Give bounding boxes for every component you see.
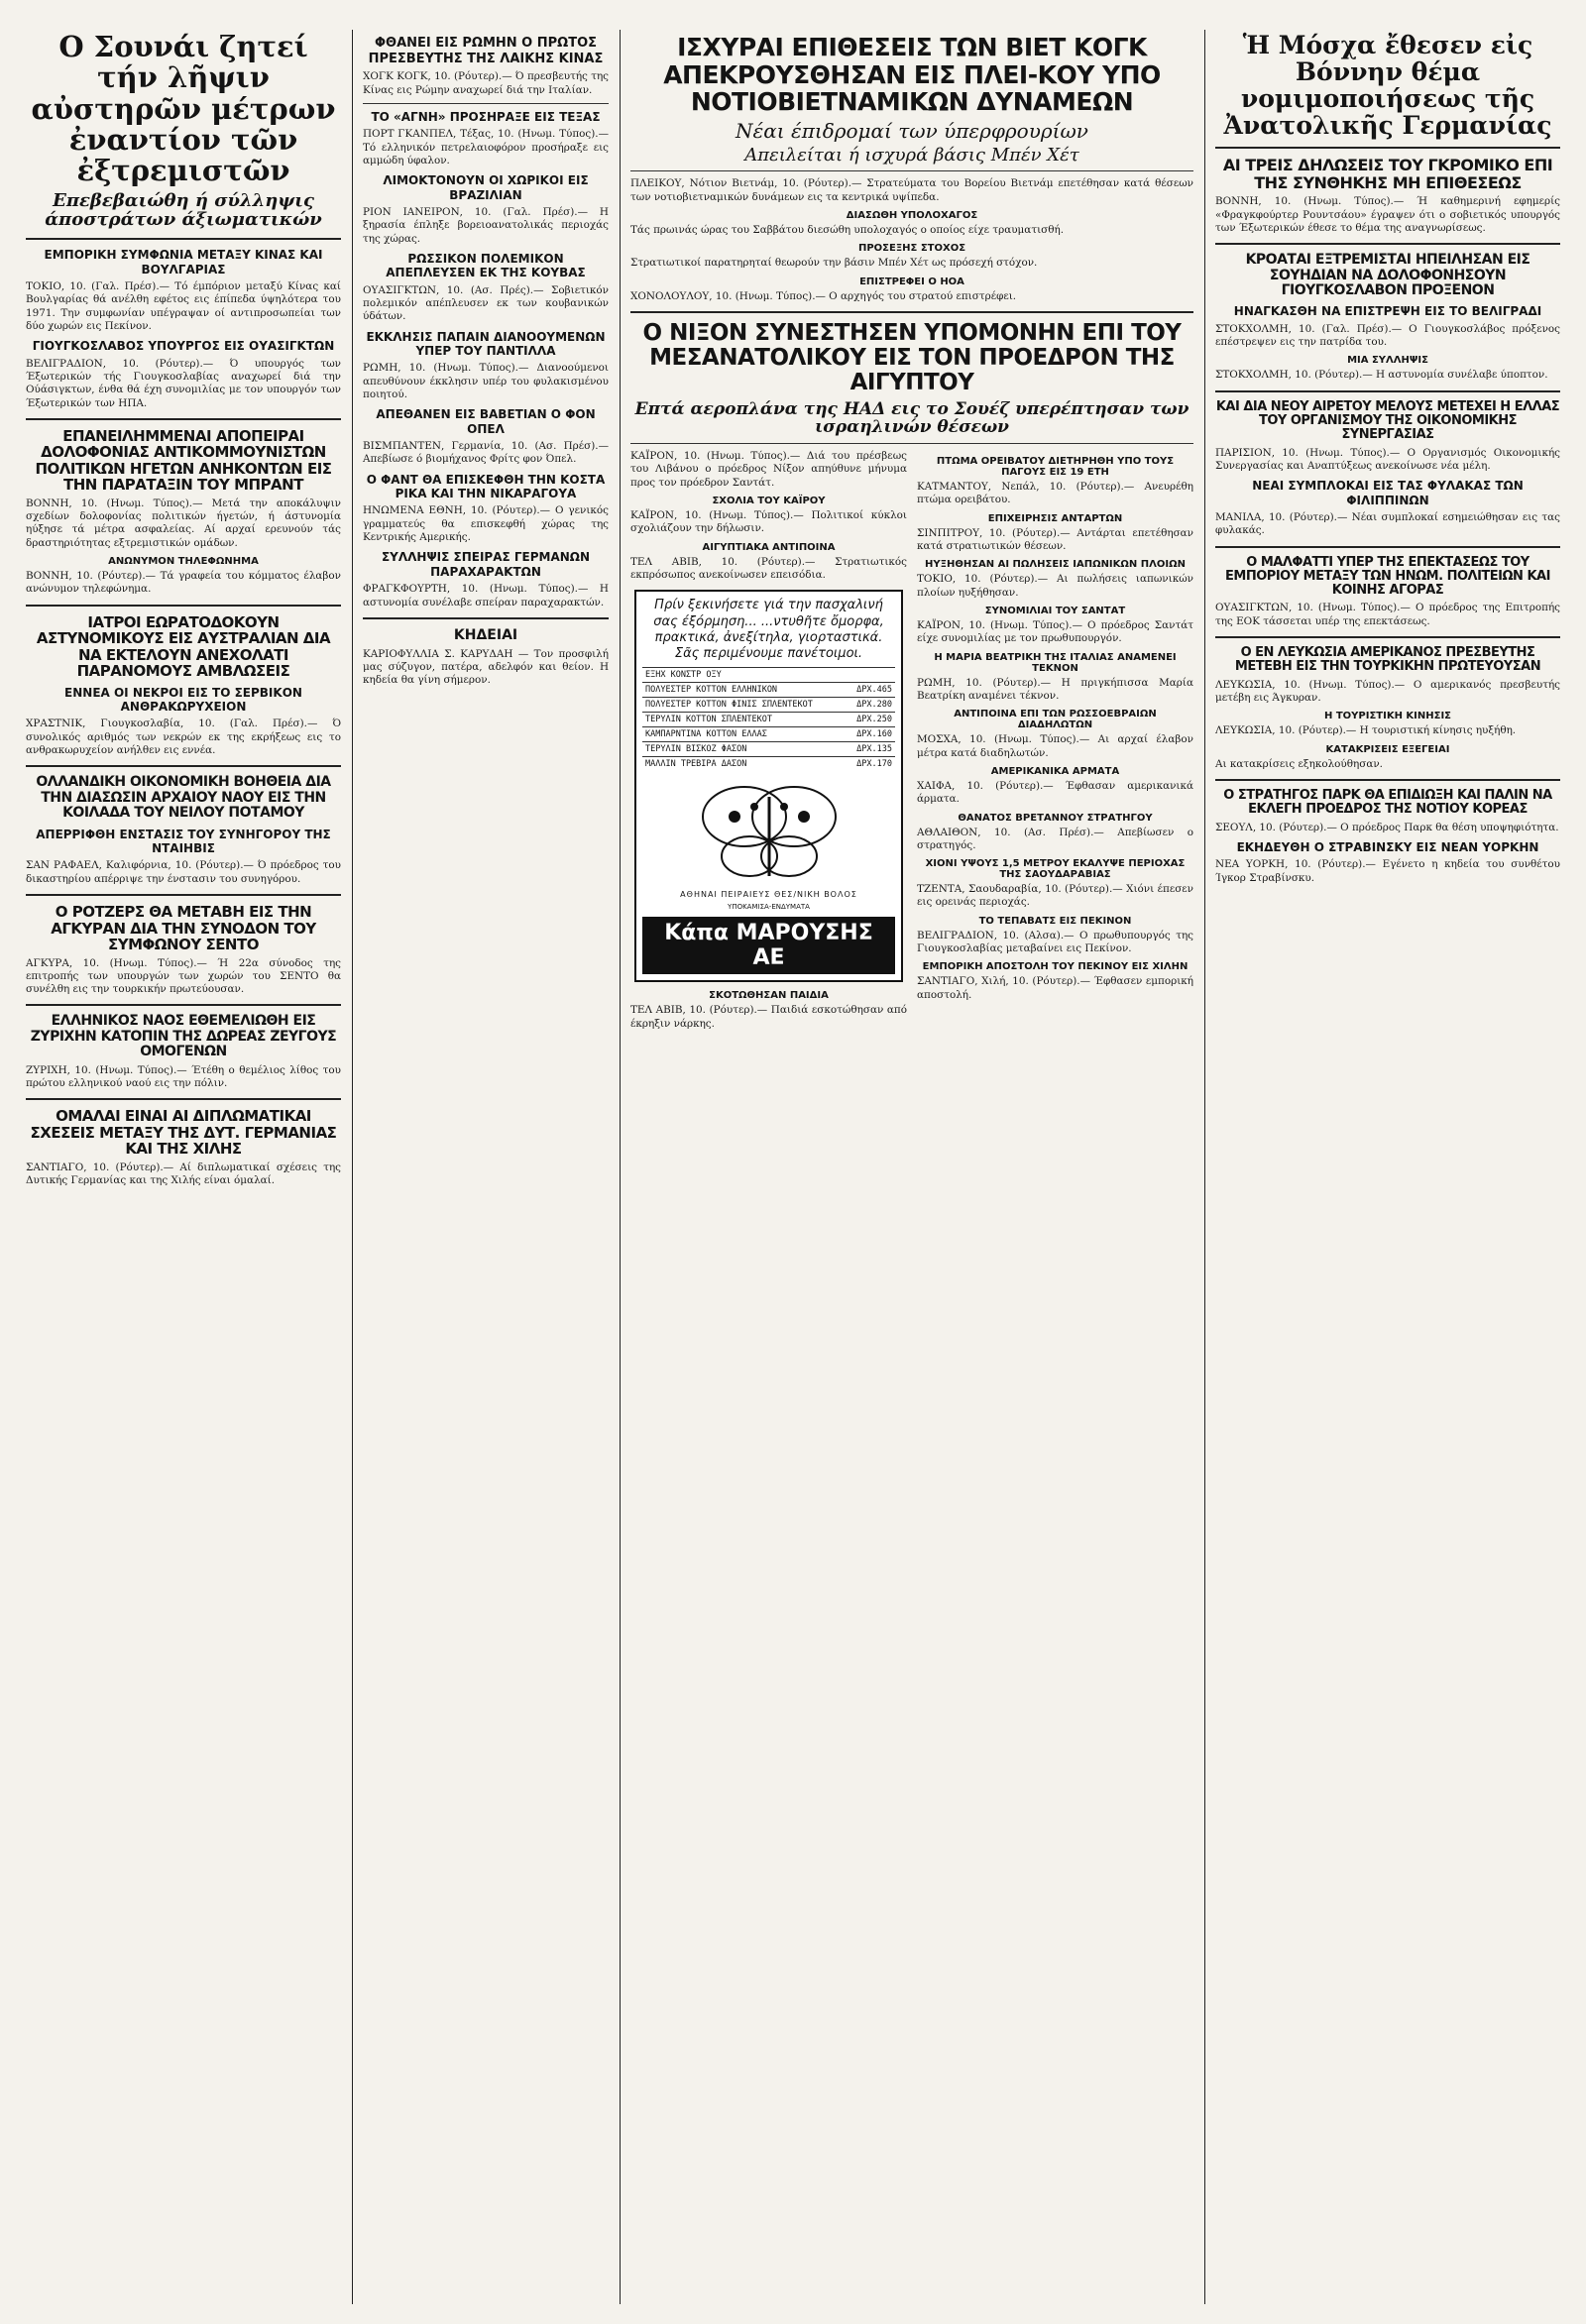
ad-vertical-tag: ΥΠΟΚΑΜΙΣΑ-ΕΝΔΥΜΑΤΑ bbox=[728, 903, 810, 912]
col2-s4-title: ΡΩΣΣΙΚΟΝ ΠΟΛΕΜΙΚΟΝ ΑΠΕΠΛΕΥΣΕΝ ΕΚ ΤΗΣ ΚΟΥΒΑΣ bbox=[386, 251, 586, 280]
ad-row bbox=[642, 727, 895, 742]
col1-s10-title: ΕΛΛΗΝΙΚΟΣ ΝΑΟΣ ΕΘΕΜΕΛΙΩΘΗ ΕΙΣ ΖΥΡΙΧΗΝ ΚΑΤΟΠΙΝ ΤΗΣ ΔΩΡΕΑΣ ΖΕΥΓΟΥΣ ΟΜΟΓΕΝΩΝ bbox=[30, 1013, 337, 1060]
col4-s11-title: Ο ΣΤΡΑΤΗΓΟΣ ΠΑΡΚ ΘΑ ΕΠΙΔΙΩΞΗ ΚΑΙ ΠΑΛΙΝ ΝΑ ΕΚΛΕΓΗ ΠΡΟΕΔΡΟΣ ΤΗΣ ΝΟΤΙΟΥ ΚΟΡΕΑΣ bbox=[1223, 787, 1552, 818]
col3-s16-text: ΑΘΛΑΙΘΟΝ, 10. (Ασ. Πρέσ).— Απεβίωσεν ο στρατηγός. bbox=[917, 826, 1193, 851]
col1-headline: Ο Σουνάι ζητεί τήν λῆψιν αὐστηρῶν μέτρων ἐναντίον τῶν ἐξτρεμιστῶν bbox=[31, 30, 336, 188]
divider bbox=[26, 765, 341, 767]
col3-s15-title: ΑΜΕΡΙΚΑΝΙΚΑ ΑΡΜΑΤΑ bbox=[990, 765, 1120, 777]
advertisement[interactable] bbox=[634, 590, 903, 982]
col4-s9-title: Η ΤΟΥΡΙΣΤΙΚΗ ΚΙΝΗΣΙΣ bbox=[1323, 711, 1452, 722]
col4-s6-text: ΜΑΝΙΛΑ, 10. (Ρόυτερ).— Νέαι συμπλοκαί εσημειώθησαν εις τας φυλακάς. bbox=[1215, 510, 1560, 537]
col2-s3-title: ΛΙΜΟΚΤΟΝΟΥΝ ΟΙ ΧΩΡΙΚΟΙ ΕΙΣ ΒΡΑΖΙΛΙΑΝ bbox=[383, 173, 589, 202]
col4-s12-text: ΝΕΑ ΥΟΡΚΗ, 10. (Ρόυτερ).— Εγένετο η κηδεία του συνθέτου Ίγκορ Στραβίνσκυ. bbox=[1215, 858, 1560, 884]
col2-s2-title: ΤΟ «ΑΓΝΗ» ΠΡΟΣΗΡΑΞΕ ΕΙΣ ΤΕΞΑΣ bbox=[371, 109, 601, 124]
ad-row bbox=[642, 698, 895, 713]
col3-left-sub bbox=[630, 450, 907, 1035]
col1-s4-text: ΒΟΝΝΗ, 10. (Ρόυτερ).— Τά γραφεία του κόμματος έλαβον ανώνυμον τηλεφώνημα. bbox=[26, 570, 341, 596]
ad-shop-tag: ΑΘΗΝΑΙ ΠΕΙΡΑΙΕΥΣ ΘΕΣ/ΝΙΚΗ ΒΟΛΟΣ bbox=[680, 890, 857, 900]
col3-s9-title: ΗΥΞΗΘΗΣΑΝ ΑΙ ΠΩΛΗΣΕΙΣ ΙΑΠΩΝΙΚΩΝ ΠΛΟΙΩΝ bbox=[925, 559, 1186, 571]
col2-s1-text: ΧΟΓΚ ΚΟΓΚ, 10. (Ρόυτερ).— Ό πρεσβευτής της Κίνας εις Ρώμην αναχωρεί διά την Ιταλίαν. bbox=[363, 70, 609, 96]
col3-s11-title: Η ΜΑΡΙΑ ΒΕΑΤΡΙΚΗ ΤΗΣ ΙΤΑΛΙΑΣ ΑΝΑΜΕΝΕΙ ΤΕΚΝΟΝ bbox=[934, 651, 1177, 674]
ad-row-label: ΤΕΡΥΛΙΝ ΒΙΣΚΟΖ ΦΑΣΟΝ bbox=[642, 742, 847, 757]
divider bbox=[1215, 779, 1560, 781]
col3-s6-title: ΣΧΟΛΙΑ ΤΟΥ ΚΑΪΡΟΥ bbox=[712, 496, 826, 507]
col4-s8-title: Ο ΕΝ ΛΕΥΚΩΣΙΑ ΑΜΕΡΙΚΑΝΟΣ ΠΡΕΣΒΕΥΤΗΣ ΜΕΤΕΒΗ ΕΙΣ ΤΗΝ ΤΟΥΡΚΙΚΗΝ ΠΡΩΤΕΥΟΥΣΑΝ bbox=[1234, 645, 1541, 675]
col2-s8-text: ΦΡΑΓΚΦΟΥΡΤΗ, 10. (Ηνωμ. Τύπος).— Η αστυνομία συνέλαβε σπείραν παραχαρακτών. bbox=[363, 583, 609, 609]
col2-s1-title: ΦΘΑΝΕΙ ΕΙΣ ΡΩΜΗΝ Ο ΠΡΩΤΟΣ ΠΡΕΣΒΕΥΤΗΣ ΤΗΣ ΛΑΙΚΗΣ ΚΙΝΑΣ bbox=[368, 36, 604, 66]
col3-s2-text: Τάς πρωινάς ώρας του Σαββάτου διεσώθη υπολοχαγός ο οποίος είχε τραυματισθή. bbox=[630, 223, 1065, 236]
col3-s4-text: ΧΟΝΟΛΟΥΛΟΥ, 10. (Ηνωμ. Τύπος).— Ο αρχηγός του στρατού επιστρέφει. bbox=[630, 289, 1017, 302]
col3-s18-title: ΤΟ ΤΕΠΑΒΑΤΣ ΕΙΣ ΠΕΚΙΝΟΝ bbox=[978, 915, 1132, 927]
col3-subhead1: Νέαι έπιδρομαί των ύπερφρουρίων bbox=[736, 118, 1088, 143]
ad-headline: Πρίν ξεκινήσετε γιά την πασχαλινή σας έξόρμηση... ...ντυθῆτε ὄμορφα, πρακτικά, ἀνεξίτηλα, γιορταστικά. Σᾶς περιμένουμε πανέτοιμοι. bbox=[653, 598, 884, 662]
column-4 bbox=[1209, 30, 1566, 2304]
col1-s1-text: ΤΟΚΙΟ, 10. (Γαλ. Πρέσ).— Τό έμπόριον μεταξύ Κίνας καί Βουλγαρίας θά ανέλθη εφέτος εις έπίπεδα ύψηλότερα του 1971. Την συμφωνίαν υπέγραψαν οί αντιπροσωπείαι των δύο χωρών εις Πεκίνον. bbox=[26, 279, 341, 332]
col3-headline2: Ο ΝΙΞΟΝ ΣΥΝΕΣΤΗΣΕΝ ΥΠΟΜΟΝΗΝ ΕΠΙ ΤΟΥ ΜΕΣΑΝΑΤΟΛΙΚΟΥ ΕΙΣ ΤΟΝ ΠΡΟΕΔΡΟΝ ΤΗΣ ΑΙΓΥΠΤΟΥ bbox=[642, 319, 1182, 396]
divider bbox=[1215, 636, 1560, 638]
col1-s2-title: ΓΙΟΥΓΚΟΣΛΑΒΟΣ ΥΠΟΥΡΓΟΣ ΕΙΣ ΟΥΑΣΙΓΚΤΩΝ bbox=[32, 339, 335, 354]
ad-row-label: ΤΕΡΥΛΙΝ ΚΟΤΤΟΝ ΣΠΛΕΝΤΕΚΟΤ bbox=[642, 713, 847, 727]
divider bbox=[363, 617, 609, 619]
col4-s4-title: ΜΙΑ ΣΥΛΛΗΨΙΣ bbox=[1347, 355, 1428, 367]
col2-s5-text: ΡΩΜΗ, 10. (Ηνωμ. Τύπος).— Διανοούμενοι απευθύνουν έκκλησιν υπέρ του φυλακισμένου ποιητού. bbox=[363, 362, 609, 400]
divider bbox=[1215, 546, 1560, 548]
divider bbox=[26, 418, 341, 420]
col1-s10-text: ΖΥΡΙΧΗ, 10. (Ηνωμ. Τύπος).— Έτέθη ο θεμέλιος λίθος του πρώτου ελληνικού ναού εις την πόλιν. bbox=[26, 1063, 341, 1089]
ad-row-price: ΔΡΧ.280 bbox=[847, 698, 895, 713]
col1-s1-title: ΕΜΠΟΡΙΚΗ ΣΥΜΦΩΝΙΑ ΜΕΤΑΞΥ ΚΙΝΑΣ ΚΑΙ ΒΟΥΛΓΑΡΙΑΣ bbox=[44, 248, 323, 277]
col4-s7-text: ΟΥΑΣΙΓΚΤΩΝ, 10. (Ηνωμ. Τύπος).— Ο πρόεδρος της Επιτροπής της ΕΟΚ τάσσεται υπέρ της επεκτάσεως. bbox=[1215, 602, 1560, 627]
col1-s11-title: ΟΜΑΛΑΙ ΕΙΝΑΙ ΑΙ ΔΙΠΛΩΜΑΤΙΚΑΙ ΣΧΕΣΕΙΣ ΜΕΤΑΞΥ ΤΗΣ ΔΥΤ. ΓΕΡΜΑΝΙΑΣ ΚΑΙ ΤΗΣ ΧΙΛΗΣ bbox=[30, 1107, 337, 1159]
col1-s8-title: ΑΠΕΡΡΙΦΘΗ ΕΝΣΤΑΣΙΣ ΤΟΥ ΣΥΝΗΓΟΡΟΥ ΤΗΣ ΝΤΑΙΗΒΙΣ bbox=[36, 827, 331, 855]
col3-s8-text: ΣΙΝΠΙΤΡΟΥ, 10. (Ρόυτερ).— Αντάρται επετέθησαν κατά στρατιωτικών θέσεων. bbox=[917, 526, 1193, 553]
col4-s11-text: ΣΕΟΥΛ, 10. (Ρόυτερ).— Ο πρόεδρος Παρκ θα θέση υποψηφιότητα. bbox=[1215, 821, 1559, 833]
col4-s12-title: ΕΚΗΔΕΥΘΗ Ο ΣΤΡΑΒΙΝΣΚΥ ΕΙΣ ΝΕΑΝ ΥΟΡΚΗΝ bbox=[1236, 839, 1539, 854]
column-2 bbox=[357, 30, 615, 2304]
col3-s5-text: ΚΑΪΡΟΝ, 10. (Ηνωμ. Τύπος).— Διά του πρέσβεως του Λιβάνου ο πρόεδρος Νίξον απηύθυνε μήνυμα προς τον πρόεδρον Σαντάτ. bbox=[630, 450, 907, 489]
col4-s5-text: ΠΑΡΙΣΙΟΝ, 10. (Ηνωμ. Τύπος).— Ο Οργανισμός Οικονομικής Συνεργασίας και Αναπτύξεως ανεκοίνωσε νέα μέλη. bbox=[1215, 446, 1560, 472]
col3-s18-text: ΒΕΛΙΓΡΑΔΙΟΝ, 10. (Αλσα).— Ο πρωθυπουργός της Γιουγκοσλαβίας μεταβαίνει εις Πεκίνον. bbox=[917, 929, 1193, 955]
col3-s3-text: Στρατιωτικοί παρατηρηταί θεωρούν την βάσιν Μπέν Χέτ ως πρόσεχή στόχον. bbox=[630, 257, 1038, 270]
col2-s3-text: ΡΙΟΝ ΙΑΝΕΙΡΟΝ, 10. (Γαλ. Πρέσ).— Η ξηρασία έπληξε βορειοανατολικάς περιοχάς της χώρας. bbox=[363, 205, 609, 245]
ad-row-label: ΠΟΛΥΕΣΤΕΡ ΚΟΤΤΟΝ ΦΙΝΙΣ ΣΠΛΕΝΤΕΚΟΤ bbox=[642, 698, 847, 713]
col3-s16-title: ΘΑΝΑΤΟΣ ΒΡΕΤΑΝΝΟΥ ΣΤΡΑΤΗΓΟΥ bbox=[958, 812, 1153, 824]
ad-row-price bbox=[847, 668, 895, 683]
col2-s9-text: ΚΑΡΙΟΦΥΛΛΙΑ Σ. ΚΑΡΥΔΑΗ — Τον προσφιλή μας σύζυγον, πατέρα, αδελφόν και θείον. Η κηδεία θα γίνη σήμερον. bbox=[363, 647, 609, 687]
col3-s19-title: ΕΜΠΟΡΙΚΗ ΑΠΟΣΤΟΛΗ ΤΟΥ ΠΕΚΙΝΟΥ ΕΙΣ ΧΙΛΗΝ bbox=[922, 961, 1189, 973]
butterfly-icon bbox=[695, 777, 844, 886]
column-3 bbox=[624, 30, 1199, 2304]
col3-s10-text: ΚΑΪΡΟΝ, 10. (Ηνωμ. Τύπος).— Ο πρόεδρος Σαντάτ είχε συνομιλίας με τον πρωθυπουργόν. bbox=[917, 619, 1193, 645]
col3-subhead2: Απειλείται ή ισχυρά βάσις Μπέν Χέτ bbox=[744, 144, 1079, 166]
col3-s10-title: ΣΥΝΟΜΙΛΙΑΙ ΤΟΥ ΣΑΝΤΑΤ bbox=[984, 606, 1126, 616]
ad-row bbox=[642, 757, 895, 772]
divider bbox=[630, 443, 1193, 444]
col4-s4-text: ΣΤΟΚΧΟΛΜΗ, 10. (Ρόυτερ).— Η αστυνομία συνέλαβε ύποπτον. bbox=[1215, 369, 1548, 382]
col3-s13-title: ΑΙΓΥΠΤΙΑΚΑ ΑΝΤΙΠΟΙΝΑ bbox=[702, 541, 836, 553]
col1-s11-text: ΣΑΝΤΙΑΓΟ, 10. (Ρόυτερ).— Αί διπλωματικαί σχέσεις της Δυτικής Γερμανίας και της Χιλής είναι όμαλαί. bbox=[26, 1161, 341, 1187]
col4-s3-title: ΗΝΑΓΚΑΣΘΗ ΝΑ ΕΠΙΣΤΡΕΨΗ ΕΙΣ ΤΟ ΒΕΛΙΓΡΑΔΙ bbox=[1233, 304, 1542, 319]
col2-s6-text: ΒΙΣΜΠΑΝΤΕΝ, Γερμανία, 10. (Ασ. Πρέσ).— Απεβίωσε ό βιομήχανος Φρίτς φον Όπελ. bbox=[363, 440, 609, 466]
col3-s11-text: ΡΩΜΗ, 10. (Ρόυτερ).— Η πριγκήπισσα Μαρία Βεατρίκη αναμένει τέκνον. bbox=[917, 676, 1193, 702]
col4-s1-text: ΒΟΝΝΗ, 10. (Ηνωμ. Τύπος).— Ή καθημερινή εφημερίς «Φραγκφούρτερ Ρουντσάου» έγραψεν ότι ο σοβιετικός υπουργός των Έξωτερικών έθεσε το θέμα της αναγνωρίσεως. bbox=[1215, 195, 1560, 234]
col3-s1-text: ΠΛΕΙΚΟΥ, Νότιον Βιετνάμ, 10. (Ρόυτερ).— Στρατεύματα του Βορείου Βιετνάμ επετέθησαν κατά θέσεων των νοτιοβιετναμικών δυνάμεων εις τα κεντρικά υψίπεδα. bbox=[630, 177, 1193, 203]
col1-s3-title: ΕΠΑΝΕΙΛΗΜΜΕΝΑΙ ΑΠΟΠΕΙΡΑΙ ΔΟΛΟΦΟΝΙΑΣ ΑΝΤΙΚΟΜΜΟΥΝΙΣΤΩΝ ΠΟΛΙΤΙΚΩΝ ΗΓΕΤΩΝ ΑΝΗΚΟΝΤΩΝ ΕΙΣ ΤΗΝ ΠΑΡΑΤΑΞΙΝ ΤΟΥ ΜΠΡΑΝΤ bbox=[35, 426, 332, 495]
ad-illustration-area bbox=[642, 777, 895, 886]
divider bbox=[630, 170, 1193, 171]
ad-row-price: ΔΡΧ.465 bbox=[847, 683, 895, 698]
col3-s4-title: ΕΠΙΣΤΡΕΦΕΙ Ο ΗΟΑ bbox=[859, 276, 964, 287]
divider bbox=[26, 238, 341, 240]
column-rule bbox=[620, 30, 621, 2304]
column-1 bbox=[20, 30, 347, 2304]
col2-s7-title: Ο ΦΑΝΤ ΘΑ ΕΠΙΣΚΕΦΘΗ ΤΗΝ ΚΟΣΤΑ ΡΙΚΑ ΚΑΙ ΤΗΝ ΝΙΚΑΡΑΓΟΥΑ bbox=[366, 472, 606, 501]
ad-row bbox=[642, 668, 895, 683]
col4-s10-title: ΚΑΤΑΚΡΙΣΕΙΣ ΕΞΕΓΕΙΑΙ bbox=[1325, 743, 1450, 755]
col3-s9-text: ΤΟΚΙΟ, 10. (Ρόυτερ).— Αι πωλήσεις ιαπωνικών πλοίων ηυξήθησαν. bbox=[917, 573, 1193, 599]
col1-s6-text: ΧΡΑΣΤΝΙΚ, Γιουγκοσλαβία, 10. (Γαλ. Πρέσ).— Ό συνολικός αριθμός των νεκρών εκ της εκρήξεως εις το ανθρακωρυχείον ανήλθεν εις εννέα. bbox=[26, 718, 341, 757]
col3-s2-title: ΔΙΑΣΩΘΗ ΥΠΟΛΟΧΑΓΟΣ bbox=[846, 209, 978, 221]
col4-s8-text: ΛΕΥΚΩΣΙΑ, 10. (Ηνωμ. Τύπος).— Ο αμερικανός πρεσβευτής μετέβη εις Άγκυραν. bbox=[1215, 678, 1560, 704]
divider bbox=[26, 605, 341, 607]
col3-s3-title: ΠΡΟΣΕΞΗΣ ΣΤΟΧΟΣ bbox=[857, 243, 966, 255]
divider bbox=[630, 311, 1193, 313]
col3-s6-text: ΚΑΪΡΟΝ, 10. (Ηνωμ. Τύπος).— Πολιτικοί κύκλοι σχολιάζουν την δήλωσιν. bbox=[630, 509, 907, 535]
column-rule bbox=[1204, 30, 1205, 2304]
col3-s14-text: ΤΕΛ ΑΒΙΒ, 10. (Ρόυτερ).— Παιδιά εσκοτώθησαν από έκρηξιν νάρκης. bbox=[630, 1004, 907, 1030]
col2-s2-text: ΠΟΡΤ ΓΚΑΝΠΕΛ, Τέξας, 10. (Ηνωμ. Τύπος).— Τό ελληνικόν πετρελαιοφόρον προσήραξε εις αμμώδη ύφαλον. bbox=[363, 128, 609, 166]
col1-s4-title: ΑΝΩΝΥΜΟΝ ΤΗΛΕΦΩΝΗΜΑ bbox=[108, 556, 259, 568]
col3-subhead3: Επτά αεροπλάνα της ΗΑΔ εις το Σουέζ υπερέπτησαν των ισραηλινών θέσεων bbox=[634, 398, 1190, 438]
col2-s6-title: ΑΠΕΘΑΝΕΝ ΕΙΣ ΒΑΒΕΤΙΑΝ Ο ΦΟΝ ΟΠΕΛ bbox=[376, 407, 596, 436]
ad-row bbox=[642, 713, 895, 727]
col1-s8-text: ΣΑΝ ΡΑΦΑΕΛ, Καλιφόρνια, 10. (Ρόυτερ).— Ό πρόεδρος του δικαστηρίου απέρριψε την ένστασιν του συνηγόρου. bbox=[26, 859, 341, 885]
ad-row bbox=[642, 683, 895, 698]
ad-row-label: ΕΞΗΧ ΚΟΝΣΤΡ ΟΞΥ bbox=[642, 668, 847, 683]
ad-brand: Κάπα ΜΑΡΟΥΣΗΣ ΑΕ bbox=[642, 917, 895, 974]
col3-s19-text: ΣΑΝΤΙΑΓΟ, Χιλή, 10. (Ρόυτερ).— Έφθασεν εμπορική αποστολή. bbox=[917, 975, 1193, 1001]
divider bbox=[363, 103, 609, 104]
col1-s6-title: ΕΝΝΕΑ ΟΙ ΝΕΚΡΟΙ ΕΙΣ ΤΟ ΣΕΡΒΙΚΟΝ ΑΝΘΡΑΚΩΡΥΧΕΙΟΝ bbox=[64, 685, 302, 715]
col3-s8-title: ΕΠΙΧΕΙΡΗΣΙΣ ΑΝΤΑΡΤΩΝ bbox=[987, 512, 1123, 524]
col1-s9-title: Ο ΡΟΤΖΕΡΣ ΘΑ ΜΕΤΑΒΗ ΕΙΣ ΤΗΝ ΑΓΚΥΡΑΝ ΔΙΑ ΤΗΝ ΣΥΝΟΔΟΝ ΤΟΥ ΣΥΜΦΩΝΟΥ ΣΕΝΤΟ bbox=[51, 903, 316, 953]
ad-row-label: ΚΑΜΠΑΡΝΤΙΝΑ ΚΟΤΤΟΝ ΕΛΛΑΣ bbox=[642, 727, 847, 742]
col3-split bbox=[630, 450, 1193, 1035]
col3-s15-text: ΧΑΙΦΑ, 10. (Ρόυτερ).— Έφθασαν αμερικανικά άρματα. bbox=[917, 779, 1193, 806]
col3-s12-text: ΜΟΣΧΑ, 10. (Ηνωμ. Τύπος).— Αι αρχαί έλαβον μέτρα κατά διαδηλωτών. bbox=[917, 733, 1193, 759]
col2-s4-text: ΟΥΑΣΙΓΚΤΩΝ, 10. (Ασ. Πρές).— Σοβιετικόν πολεμικόν απέπλευσεν εκ των κουβανικών ύδάτων. bbox=[363, 283, 609, 323]
col3-s7-text: ΚΑΤΜΑΝΤΟΥ, Νεπάλ, 10. (Ρόυτερ).— Ανευρέθη πτώμα ορειβάτου. bbox=[917, 481, 1193, 506]
divider bbox=[26, 1004, 341, 1006]
divider bbox=[1215, 243, 1560, 245]
col3-s12-title: ΑΝΤΙΠΟΙΝΑ ΕΠΙ ΤΩΝ ΡΩΣΣΟΕΒΡΑΙΩΝ ΔΙΑΔΗΛΩΤΩΝ bbox=[954, 709, 1157, 731]
col3-right-sub bbox=[917, 450, 1193, 1035]
ad-row-price: ΔΡΧ.160 bbox=[847, 727, 895, 742]
divider bbox=[1215, 390, 1560, 392]
col3-s13-text: ΤΕΛ ΑΒΙΒ, 10. (Ρόυτερ).— Στρατιωτικός εκπρόσωπος ανεκοίνωσεν επεισόδια. bbox=[630, 555, 907, 581]
divider bbox=[1215, 147, 1560, 149]
col2-s8-title: ΣΥΛΛΗΨΙΣ ΣΠΕΙΡΑΣ ΓΕΡΜΑΝΩΝ ΠΑΡΑΧΑΡΑΚΤΩΝ bbox=[381, 550, 591, 579]
ad-row-price: ΔΡΧ.170 bbox=[847, 757, 895, 772]
col1-s7-title: ΟΛΛΑΝΔΙΚΗ ΟΙΚΟΝΟΜΙΚΗ ΒΟΗΘΕΙΑ ΔΙΑ ΤΗΝ ΔΙΑΣΩΣΙΝ ΑΡΧΑΙΟΥ ΝΑΟΥ ΕΙΣ ΤΗΝ ΚΟΙΛΑΔΑ ΤΟΥ ΝΕΙΛΟΥ ΠΟΤΑΜΟΥ bbox=[36, 774, 331, 822]
col3-s14-title: ΣΚΟΤΩΘΗΣΑΝ ΠΑΙΔΙΑ bbox=[709, 990, 829, 1002]
col4-s1-title: ΑΙ ΤΡΕΙΣ ΔΗΛΩΣΕΙΣ ΤΟΥ ΓΚΡΟΜΙΚΟ ΕΠΙ ΤΗΣ ΣΥΝΘΗΚΗΣ ΜΗ ΕΠΙΘΕΣΕΩΣ bbox=[1222, 156, 1553, 192]
col4-headline: Ἡ Μόσχα ἔθεσεν εἰς Βόννην θέμα νομιμοποιήσεως τῆς Ἀνατολικῆς Γερμανίας bbox=[1223, 31, 1552, 140]
col2-s5-title: ΕΚΚΛΗΣΙΣ ΠΑΠΑΙΝ ΔΙΑΝΟΟΥΜΕΝΩΝ ΥΠΕΡ ΤΟΥ ΠΑΝΤΙΛΛΑ bbox=[366, 329, 606, 358]
ad-row bbox=[642, 742, 895, 757]
col3-headline: ΙΣΧΥΡΑΙ ΕΠΙΘΕΣΕΙΣ ΤΩΝ ΒΙΕΤ ΚΟΓΚ ΑΠΕΚΡΟΥΣΘΗΣΑΝ ΕΙΣ ΠΛΕΙ-ΚΟΥ ΥΠΟ ΝΟΤΙΟΒΙΕΤΝΑΜΙΚΩΝ ΔΥΝΑΜΕΩΝ bbox=[663, 33, 1161, 116]
col4-s7-title: Ο ΜΑΛΦΑΤΤΙ ΥΠΕΡ ΤΗΣ ΕΠΕΚΤΑΣΕΩΣ ΤΟΥ ΕΜΠΟΡΙΟΥ ΜΕΤΑΞΥ ΤΩΝ ΗΝΩΜ. ΠΟΛΙΤΕΙΩΝ ΚΑΙ ΚΟΙΝΗΣ ΑΓΟΡΑΣ bbox=[1225, 554, 1550, 599]
col4-s5-title: ΚΑΙ ΔΙΑ ΝΕΟΥ ΑΙΡΕΤΟΥ ΜΕΛΟΥΣ ΜΕΤΕΧΕΙ Η ΕΛΛΑΣ ΤΟΥ ΟΡΓΑΝΙΣΜΟΥ ΤΗΣ ΟΙΚΟΝΟΜΙΚΗΣ ΣΥΝΕΡΓΑΣΙΑΣ bbox=[1215, 398, 1560, 443]
col1-s3-text: ΒΟΝΝΗ, 10. (Ηνωμ. Τύπος).— Μετά την αποκάλυψιν σχεδίων δολοφονίας πολιτικών ήγετών, ή άστυνομία ηύξησε τά μέτρα ασφαλείας. Αί αρχαί ερευνούν τάς δραστηριότητας εξτρεμιστικών ομάδων. bbox=[26, 497, 341, 549]
col4-s9-text: ΛΕΥΚΩΣΙΑ, 10. (Ρόυτερ).— Η τουριστική κίνησις ηυξήθη. bbox=[1215, 724, 1517, 737]
col1-subhead: Επεβεβαιώθη ή σύλληψις άποστράτων άξιωματικών bbox=[45, 189, 322, 231]
col2-s9-title: ΚΗΔΕΙΑΙ bbox=[453, 626, 518, 643]
col1-s5-title: ΙΑΤΡΟΙ ΕΩΡΑΤΟΔΟΚΟΥΝ ΑΣΤΥΝΟΜΙΚΟΥΣ ΕΙΣ ΑΥΣΤΡΑΛΙΑΝ ΔΙΑ ΝΑ ΕΚΤΕΛΟΥΝ ΑΝΕΧΟΛΑΤΙ ΠΑΡΑΝΟΜΟΥΣ ΑΜΒΛΩΣΕΙΣ bbox=[36, 612, 331, 681]
col3-s17-title: ΧΙΟΝΙ ΥΨΟΥΣ 1,5 ΜΕΤΡΟΥ ΕΚΑΛΥΨΕ ΠΕΡΙΟΧΑΣ ΤΗΣ ΣΑΟΥΔΑΡΑΒΙΑΣ bbox=[925, 858, 1186, 881]
ad-row-label: ΜΑΛΛΙΝ ΤΡΕΒΙΡΑ ΔΑΣΟΝ bbox=[642, 757, 847, 772]
col1-s2-text: ΒΕΛΙΓΡΑΔΙΟΝ, 10. (Ρόυτερ).— Ό υπουργός των Έξωτερικών τής Γιουγκοσλαβίας αναχωρεί διά την Ούάσιγκτων, ένθα θά έχη συνομιλίας με τον υπουργόν των Έξωτερικών των ΗΠΑ. bbox=[26, 357, 341, 409]
col2-s7-text: ΗΝΩΜΕΝΑ ΕΘΝΗ, 10. (Ρόυτερ).— Ο γενικός γραμματεύς θα επισκεφθή χώρας της Κεντρικής Αμερικής. bbox=[363, 504, 609, 544]
col1-s9-text: ΑΓΚΥΡΑ, 10. (Ηνωμ. Τύπος).— Ή 22α σύνοδος της επιτροπής των υπουργών των χωρών του ΣΕΝΤΟ θα συνέλθη εις την τουρκικήν πρωτεύουσαν. bbox=[26, 956, 341, 996]
col3-s7-title: ΠΤΩΜΑ ΟΡΕΙΒΑΤΟΥ ΔΙΕΤΗΡΗΘΗ ΥΠΟ ΤΟΥΣ ΠΑΓΟΥΣ ΕΙΣ 19 ΕΤΗ bbox=[936, 456, 1175, 479]
ad-price-table bbox=[642, 667, 895, 771]
col4-s6-title: ΝΕΑΙ ΣΥΜΠΛΟΚΑΙ ΕΙΣ ΤΑΣ ΦΥΛΑΚΑΣ ΤΩΝ ΦΙΛΙΠΠΙΝΩΝ bbox=[1252, 479, 1524, 507]
col4-s10-text: Αι κατακρίσεις εξηκολούθησαν. bbox=[1215, 757, 1383, 770]
divider bbox=[26, 894, 341, 896]
column-rule bbox=[352, 30, 353, 2304]
col4-s3-text: ΣΤΟΚΧΟΛΜΗ, 10. (Γαλ. Πρέσ).— Ο Γιουγκοσλάβος πρόξενος επέστρεψεν εις την πατρίδα του. bbox=[1215, 322, 1560, 348]
ad-row-price: ΔΡΧ.250 bbox=[847, 713, 895, 727]
ad-row-label: ΠΟΛΥΕΣΤΕΡ ΚΟΤΤΟΝ ΕΛΛΗΝΙΚΟΝ bbox=[642, 683, 847, 698]
ad-row-price: ΔΡΧ.135 bbox=[847, 742, 895, 757]
divider bbox=[26, 1098, 341, 1100]
col4-s2-title: ΚΡΟΑΤΑΙ ΕΞΤΡΕΜΙΣΤΑΙ ΗΠΕΙΛΗΣΑΝ ΕΙΣ ΣΟΥΗΔΙΑΝ ΝΑ ΔΟΛΟΦΟΝΗΣΟΥΝ ΓΙΟΥΓΚΟΣΛΑΒΟΝ ΠΡΟΞΕΝΟΝ bbox=[1245, 252, 1530, 298]
col3-s17-text: ΤΖΕΝΤΑ, Σαουδαραβία, 10. (Ρόυτερ).— Χιόνι έπεσεν εις ορεινάς περιοχάς. bbox=[917, 883, 1193, 909]
